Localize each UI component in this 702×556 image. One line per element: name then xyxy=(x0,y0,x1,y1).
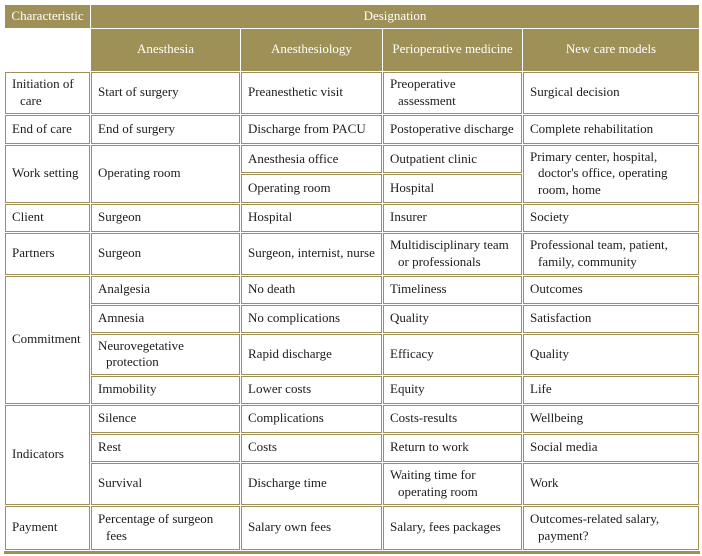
cell-commitment-4-perioperative: Equity xyxy=(383,376,522,404)
row-indicators-3 xyxy=(5,463,699,505)
cell-commitment-3-anesthesia: Neurovegetative protection xyxy=(91,334,240,375)
row-work-setting-a xyxy=(5,145,699,173)
cell-commitment-3-anesthesiology: Rapid discharge xyxy=(241,334,382,375)
cell-indicators-1-anesthesiology: Complications xyxy=(241,405,382,433)
cell-commitment-2-perioperative: Quality xyxy=(383,305,522,333)
cell-client-perioperative: Insurer xyxy=(383,204,522,232)
cell-indicators-1-perioperative: Costs-results xyxy=(383,405,522,433)
row-indicators-2 xyxy=(5,434,699,462)
empty-corner-cell xyxy=(5,29,90,71)
row-client xyxy=(5,204,699,232)
row-commitment-4 xyxy=(5,376,699,404)
row-end-of-care xyxy=(5,115,699,144)
cell-indicators-3-perioperative: Waiting time for operating room xyxy=(383,463,522,505)
row-label-client: Client xyxy=(5,204,90,232)
cell-initiation-anesthesia: Start of surgery xyxy=(91,72,240,114)
cell-indicators-3-newcare: Work xyxy=(523,463,699,505)
row-label-initiation: Initiation of care xyxy=(5,72,90,114)
cell-commitment-2-newcare: Satisfaction xyxy=(523,305,699,333)
cell-client-anesthesiology: Hospital xyxy=(241,204,382,232)
cell-initiation-newcare: Surgical decision xyxy=(523,72,699,114)
row-partners xyxy=(5,233,699,275)
cell-work-anesthesiology-or: Operating room xyxy=(241,174,382,202)
cell-end-newcare: Complete rehabilitation xyxy=(523,115,699,144)
cell-commitment-1-anesthesia: Analgesia xyxy=(91,276,240,304)
cell-payment-anesthesia: Percentage of surgeon fees xyxy=(91,506,240,550)
cell-indicators-1-anesthesia: Silence xyxy=(91,405,240,433)
cell-partners-anesthesia: Surgeon xyxy=(91,233,240,275)
row-indicators-1 xyxy=(5,405,699,433)
column-header-anesthesia: Anesthesia xyxy=(91,29,240,71)
cell-commitment-1-newcare: Outcomes xyxy=(523,276,699,304)
row-payment xyxy=(5,506,699,550)
cell-indicators-2-anesthesiology: Costs xyxy=(241,434,382,462)
cell-commitment-1-anesthesiology: No death xyxy=(241,276,382,304)
cell-partners-anesthesiology: Surgeon, internist, nurse xyxy=(241,233,382,275)
column-header-perioperative-medicine: Perioperative medicine xyxy=(383,29,522,71)
cell-work-anesthesia: Operating room xyxy=(91,145,240,203)
cell-commitment-4-anesthesiology: Lower costs xyxy=(241,376,382,404)
row-label-work-setting: Work setting xyxy=(5,145,90,203)
row-label-partners: Partners xyxy=(5,233,90,275)
cell-commitment-2-anesthesia: Amnesia xyxy=(91,305,240,333)
cell-commitment-3-newcare: Quality xyxy=(523,334,699,375)
cell-commitment-4-newcare: Life xyxy=(523,376,699,404)
cell-commitment-1-perioperative: Timeliness xyxy=(383,276,522,304)
cell-client-newcare: Society xyxy=(523,204,699,232)
cell-commitment-3-perioperative: Efficacy xyxy=(383,334,522,375)
cell-client-anesthesia: Surgeon xyxy=(91,204,240,232)
row-label-end-of-care: End of care xyxy=(5,115,90,144)
cell-indicators-3-anesthesiology: Discharge time xyxy=(241,463,382,505)
row-label-payment: Payment xyxy=(5,506,90,550)
cell-indicators-2-perioperative: Return to work xyxy=(383,434,522,462)
cell-payment-newcare: Outcomes-related salary, payment? xyxy=(523,506,699,550)
cell-work-newcare: Primary center, hospital, doctor's office, operating room, home xyxy=(523,145,699,203)
cell-indicators-2-newcare: Social media xyxy=(523,434,699,462)
row-commitment-3 xyxy=(5,334,699,375)
cell-end-perioperative: Postoperative discharge xyxy=(383,115,522,144)
row-commitment-1 xyxy=(5,276,699,304)
cell-work-anesthesiology-office: Anesthesia office xyxy=(241,145,382,173)
characteristic-header: Characteristic xyxy=(5,5,90,28)
column-header-anesthesiology: Anesthesiology xyxy=(241,29,382,71)
column-header-new-care-models: New care models xyxy=(523,29,699,71)
cell-work-perioperative-clinic: Outpatient clinic xyxy=(383,145,522,173)
cell-commitment-2-anesthesiology: No complications xyxy=(241,305,382,333)
header-row-top xyxy=(5,5,699,28)
cell-commitment-4-anesthesia: Immobility xyxy=(91,376,240,404)
cell-initiation-perioperative: Preoperative assessment xyxy=(383,72,522,114)
cell-indicators-2-anesthesia: Rest xyxy=(91,434,240,462)
cell-initiation-anesthesiology: Preanesthetic visit xyxy=(241,72,382,114)
cell-indicators-3-anesthesia: Survival xyxy=(91,463,240,505)
row-initiation xyxy=(5,72,699,114)
cell-partners-newcare: Professional team, patient, family, community xyxy=(523,233,699,275)
row-commitment-2 xyxy=(5,305,699,333)
cell-end-anesthesiology: Discharge from PACU xyxy=(241,115,382,144)
cell-payment-perioperative: Salary, fees packages xyxy=(383,506,522,550)
comparison-table xyxy=(4,4,700,554)
cell-indicators-1-newcare: Wellbeing xyxy=(523,405,699,433)
cell-payment-anesthesiology: Salary own fees xyxy=(241,506,382,550)
row-label-commitment: Commitment xyxy=(5,276,90,404)
cell-partners-perioperative: Multidisciplinary team or professionals xyxy=(383,233,522,275)
row-label-indicators: Indicators xyxy=(5,405,90,505)
cell-end-anesthesia: End of surgery xyxy=(91,115,240,144)
designation-header: Designation xyxy=(91,5,699,28)
cell-work-perioperative-hospital: Hospital xyxy=(383,174,522,202)
header-row-columns xyxy=(5,29,699,71)
